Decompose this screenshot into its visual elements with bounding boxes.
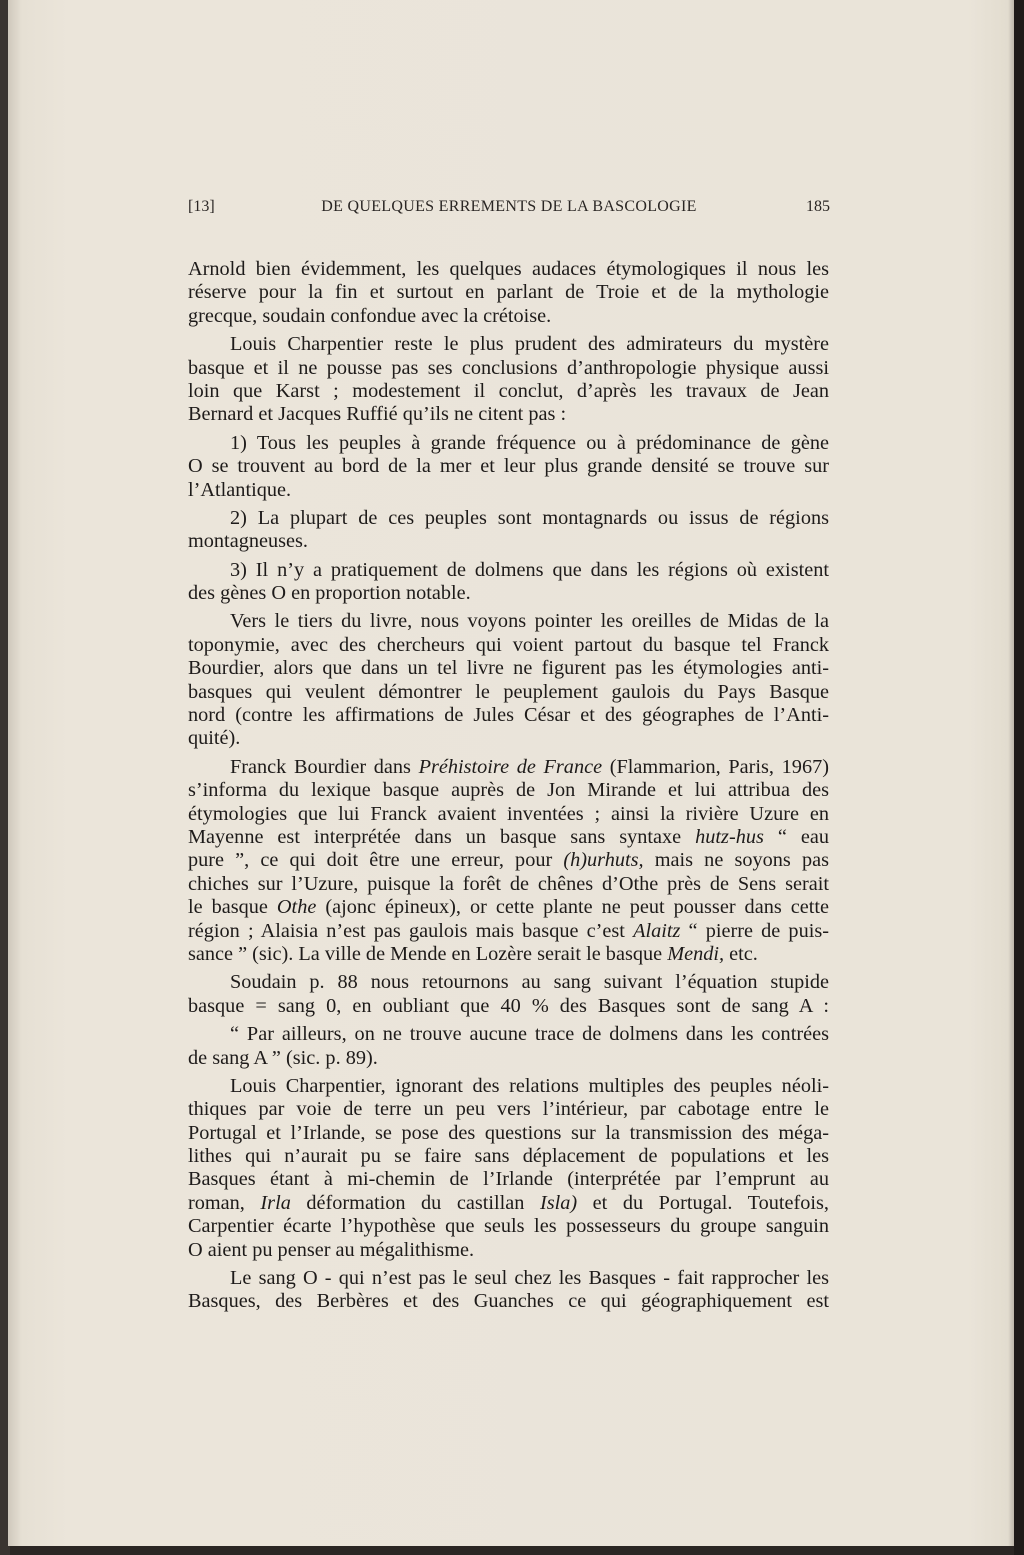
text-segment: Franck Bourdier dans [230, 755, 419, 778]
text-line [188, 1047, 829, 1070]
text-segment: le basque [188, 896, 277, 919]
text-segment: lithes qui n’aurait pu se faire sans déplacement de populations et les [188, 1145, 829, 1168]
text-segment: “ Par ailleurs, on ne trouve aucune trace de dolmens dans les contrées [230, 1023, 829, 1046]
text-segment: (Flammarion, Paris, 1967) [602, 755, 829, 778]
text-line [188, 756, 829, 779]
text-line [188, 1145, 829, 1168]
text-line [188, 943, 829, 966]
text-line [188, 1239, 829, 1262]
running-header [188, 198, 830, 222]
section-number: [13] [188, 198, 215, 215]
text-segment: mais ne soyons pas [643, 849, 829, 872]
paragraph [188, 432, 829, 502]
text-line [188, 281, 829, 304]
text-line [188, 634, 829, 657]
paragraph [188, 333, 829, 427]
text-segment: quité). [188, 727, 241, 750]
text-segment: Portugal et l’Irlande, se pose des questions sur la transmission des méga- [188, 1121, 829, 1144]
italic-text: hutz-hus [695, 825, 764, 848]
text-segment: Vers le tiers du livre, nous voyons pointer les oreilles de Midas de la [230, 610, 829, 633]
text-segment: Louis Charpentier reste le plus prudent des admirateurs du mystère [230, 333, 829, 356]
text-segment: de sang A ” (sic. p. 89). [188, 1046, 378, 1069]
text-segment: réserve pour la fin et surtout en parlant de Troie et de la mythologie [188, 281, 829, 304]
text-line [188, 582, 829, 605]
text-line [188, 704, 829, 727]
text-line [188, 873, 829, 896]
text-segment: Carpentier écarte l’hypothèse que seuls les possesseurs du groupe sanguin [188, 1215, 829, 1238]
text-segment: 1) Tous les peuples à grande fréquence ou à prédominance de gène [230, 431, 829, 454]
text-segment: Bernard et Jacques Ruffié qu’ils ne citent pas : [188, 403, 567, 426]
text-segment: “ eau [763, 825, 829, 848]
text-line [188, 1168, 829, 1191]
paragraph [188, 610, 829, 750]
text-segment: toponymie, avec des chercheurs qui voient partout du basque tel Franck [188, 633, 829, 656]
text-line [188, 1192, 829, 1215]
text-line [188, 432, 829, 455]
text-segment: l’Atlantique. [188, 478, 292, 501]
body-text [188, 258, 829, 1319]
italic-text: Isla) [539, 1191, 578, 1214]
text-line [188, 530, 829, 553]
text-segment: s’informa du lexique basque auprès de Jon Mirande et lui attribua des [188, 779, 829, 802]
text-segment: sance ” (sic). La ville de Mende en Lozère serait le basque [188, 942, 668, 965]
text-line [188, 803, 829, 826]
text-segment: loin que Karst ; modestement il conclut, d’après les travaux de Jean [188, 379, 829, 402]
text-line [188, 920, 829, 943]
italic-text: Mendi, [667, 942, 725, 965]
text-segment: nord (contre les affirmations de Jules César et des géographes de l’Anti- [188, 704, 829, 727]
text-segment: roman, [188, 1191, 261, 1214]
italic-text: Othe [276, 896, 317, 919]
text-segment: basque et il ne pousse pas ses conclusions d’anthropologie physique aussi [188, 356, 829, 379]
text-segment: déformation du castillan [290, 1191, 540, 1214]
paragraph [188, 971, 829, 1018]
text-segment: 3) Il n’y a pratiquement de dolmens que dans les régions où existent [230, 558, 829, 581]
text-segment: “ pierre de puis- [680, 919, 829, 942]
text-segment: chiches sur l’Uzure, puisque la forêt de chênes d’Othe près de Sens serait [188, 872, 829, 895]
text-segment: région ; Alaisia n’est pas gaulois mais basque c’est [188, 919, 634, 942]
text-segment: 2) La plupart de ces peuples sont montagnards ou issus de régions [230, 506, 829, 529]
text-line [188, 559, 829, 582]
text-segment: Soudain p. 88 nous retournons au sang suivant l’équation stupide [230, 971, 829, 994]
text-segment: basque = sang 0, en oubliant que 40 % des Basques sont de sang A : [188, 994, 829, 1017]
text-line [188, 727, 829, 750]
text-segment: montagneuses. [188, 530, 308, 553]
text-line [188, 258, 829, 281]
running-title: DE QUELQUES ERREMENTS DE LA BASCOLOGIE [321, 198, 697, 215]
text-segment: pure ”, ce qui doit être une erreur, pour [188, 849, 564, 872]
text-line [188, 357, 829, 380]
text-segment: Bourdier, alors que dans un tel livre ne figurent pas les étymologies anti- [188, 657, 829, 680]
paragraph [188, 258, 829, 328]
text-segment: Mayenne est interprétée dans un basque sans syntaxe [188, 825, 696, 848]
paragraph [188, 1267, 829, 1314]
page-edge [1014, 0, 1024, 1555]
text-line [188, 1215, 829, 1238]
text-line [188, 826, 829, 849]
text-line [188, 849, 829, 872]
text-line [188, 610, 829, 633]
text-line [188, 896, 829, 919]
text-line [188, 403, 829, 426]
text-line [188, 380, 829, 403]
text-segment: etc. [724, 942, 758, 965]
text-segment: Arnold bien évidemment, les quelques audaces étymologiques il nous les [188, 258, 829, 280]
text-segment: des gènes O en proportion notable. [188, 582, 471, 605]
text-segment: O aient pu penser au mégalithisme. [188, 1238, 475, 1261]
text-segment: O se trouvent au bord de la mer et leur plus grande densité se trouve sur [188, 455, 829, 478]
paragraph [188, 756, 829, 967]
text-line [188, 455, 829, 478]
text-line [188, 779, 829, 802]
text-line [188, 1267, 829, 1290]
paragraph [188, 1075, 829, 1262]
text-segment: Louis Charpentier, ignorant des relations multiples des peuples néoli- [230, 1074, 829, 1097]
text-line [188, 995, 829, 1018]
text-segment: étymologies que lui Franck avaient inventées ; ainsi la rivière Uzure en [188, 802, 829, 825]
text-segment: Basques, des Berbères et des Guanches ce qui géographiquement est [188, 1290, 829, 1313]
text-line [188, 1122, 829, 1145]
text-line [188, 681, 829, 704]
text-line [188, 971, 829, 994]
text-line [188, 333, 829, 356]
text-segment: (ajonc épineux), or cette plante ne peut pousser dans cette [316, 896, 829, 919]
text-segment: et du Portugal. Toutefois, [577, 1191, 829, 1214]
italic-text: Irla [260, 1191, 291, 1214]
italic-text: Alaitz [633, 919, 681, 942]
text-line [188, 657, 829, 680]
text-line [188, 479, 829, 502]
text-line [188, 1075, 829, 1098]
text-line [188, 507, 829, 530]
text-segment: grecque, soudain confondue avec la crétoise. [188, 304, 552, 327]
paragraph [188, 559, 829, 606]
text-line [188, 1098, 829, 1121]
text-segment: thiques par voie de terre un peu vers l’intérieur, par cabotage entre le [188, 1098, 829, 1121]
italic-text: (h)urhuts, [563, 849, 644, 872]
paragraph [188, 1023, 829, 1070]
italic-text: Préhistoire de France [418, 755, 603, 778]
text-line [188, 1023, 829, 1046]
text-line [188, 1290, 829, 1313]
text-segment: Basques étant à mi-chemin de l’Irlande (interprétée par l’emprunt au [188, 1168, 829, 1191]
text-segment: Le sang O - qui n’est pas le seul chez les Basques - fait rapprocher les [230, 1267, 829, 1290]
paragraph [188, 507, 829, 554]
text-segment: basques qui veulent démontrer le peuplement gaulois du Pays Basque [188, 680, 829, 703]
text-line [188, 305, 829, 328]
page-number: 185 [806, 198, 830, 215]
